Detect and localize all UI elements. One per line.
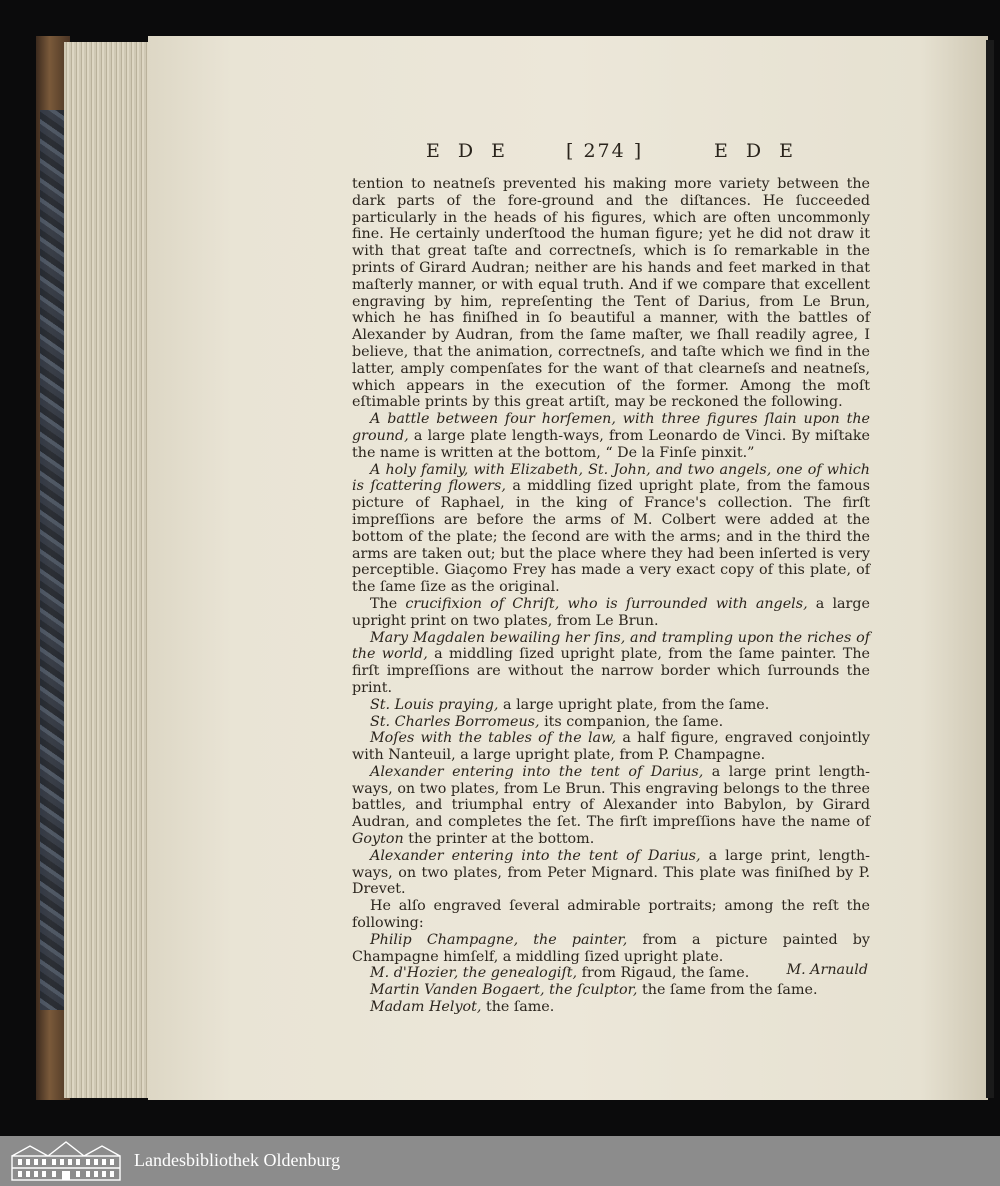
portrait-entry [352, 982, 870, 999]
portrait-entry [352, 999, 870, 1016]
paragraph: He alſo engraved ſeveral admirable portraits; among the reſt the following: [352, 898, 870, 932]
marbled-endpaper [40, 110, 66, 1010]
portrait-entry [352, 932, 870, 966]
print-title: A holy family, with Elizabeth, St. John, and two angels, one of which is ſcattering flowers, [352, 461, 870, 495]
print-description: a large upright plate, from the ſame. [498, 696, 770, 713]
portrait-title: M. d'Hozier, the genealogiſt, [370, 965, 578, 982]
printer-name: Goyton [352, 831, 404, 848]
print-title: Moſes with the tables of the law, [370, 730, 617, 747]
portrait-title: Martin Vanden Bogaert, the ſculptor, [370, 982, 638, 999]
print-description: a large print, length-ways, on two plates, from Peter Mignard. This plate was finiſhed by P. Drevet. [352, 847, 870, 898]
print-title: Alexander entering into the tent of Darius, [370, 847, 701, 864]
print-prefix: The [370, 595, 406, 612]
portrait-title: Philip Champagne, the painter, [370, 931, 628, 948]
print-description: a large plate length-ways, from Leonardo de Vinci. By miſtake the name is written at the bottom, “ De la Finſe pinxit.” [352, 427, 870, 461]
print-entry [352, 714, 870, 731]
print-entry [352, 596, 870, 630]
catchword: M. Arnauld [786, 962, 868, 978]
page-edges [64, 42, 154, 1098]
print-entry [352, 764, 870, 848]
print-description: the printer at the bottom. [403, 831, 595, 848]
portrait-description: from a picture painted by Champagne himſelf, a middling ſized upright plate. [352, 931, 870, 965]
paragraph: tention to neatneſs prevented his making more variety between the dark parts of the fore-ground and the diſtances. He ſucceeded particularly in the heads of his figures, which are often uncommonly fine. He certainly underſtood the human figure; yet he did not draw it with that great taſte and correctneſs, which is ſo remarkable in the prints of Girard Audran; neither are his hands and feet marked in that maſterly manner, or with equal truth. And if we compare that excellent engraving by him, repreſenting the Tent of Darius, from Le Brun, which he has finiſhed in ſo beautiful a manner, with the battles of Alexander by Audran, from the ſame maſter, we ſhall readily agree, I believe, that the animation, correctneſs, and taſte which we find in the latter, amply compenſates for the want of that clearneſs and neatneſs, which appears in the execution of the former. Among the moſt eſtimable prints by this great artiſt, may be reckoned the following. [352, 176, 870, 411]
portrait-title: Madam Helyot, [370, 999, 482, 1016]
print-description: its companion, the ſame. [539, 713, 724, 730]
print-title: crucifixion of Chriſt, who is ſurrounded with angels, [405, 595, 808, 612]
running-head [352, 140, 868, 166]
portrait-description: the ſame. [481, 999, 555, 1016]
print-entry [352, 730, 870, 764]
print-title: St. Louis praying, [370, 696, 499, 713]
portrait-description: the ſame from the ſame. [637, 982, 818, 999]
print-title: A battle between four horſemen, with three figures ſlain upon the ground, [352, 411, 870, 444]
print-description: a middling ſized upright plate, from the famous picture of Raphael, in the king of France's collection. The firſt impreſſions are before the arms of M. Colbert were added at the bottom of the plate; the ſecond are with the arms; and in the third the arms are taken out; but the place where they had been inſerted is very perceptible. Giaçomo Frey has made a very exact copy of this plate, of the ſame ſize as the original. [352, 478, 870, 596]
portrait-description: from Rigaud, the ſame. [577, 965, 750, 982]
print-description: a middling ſized upright plate, from the ſame painter. The firſt impreſſions are without the narrow border which ſurrounds the print. [352, 646, 870, 696]
print-description: a large upright print on two plates, from Le Brun. [352, 595, 871, 629]
library-name[interactable]: Landesbibliothek Oldenburg [134, 1150, 341, 1170]
library-building-icon [8, 1140, 124, 1182]
print-entry [352, 630, 870, 697]
running-head-left: E D E [426, 140, 512, 162]
print-entry [352, 411, 870, 461]
page-number: [ 274 ] [566, 140, 644, 162]
print-entry [352, 848, 870, 898]
print-entry [352, 462, 870, 596]
footer-bar [0, 1136, 1000, 1186]
body-text [352, 176, 870, 1016]
print-title: Alexander entering into the tent of Darius, [370, 763, 704, 780]
print-entry [352, 697, 870, 714]
print-description: a half figure, engraved conjointly with Nanteuil, a large upright plate, from P. Champagne. [352, 730, 870, 764]
print-title: Mary Magdalen bewailing her ſins, and trampling upon the riches of the world, [352, 629, 870, 663]
running-head-right: E D E [714, 140, 800, 162]
print-description: a large print length-ways, on two plates, from Le Brun. This engraving belongs to the three battles, and triumphal entry of Alexander into Babylon, by Girard Audran, and completes the ſet. The firſt impreſſions have the name of [352, 763, 870, 831]
page-gutter-shadow [986, 40, 994, 1098]
print-title: St. Charles Borromeus, [370, 713, 540, 730]
